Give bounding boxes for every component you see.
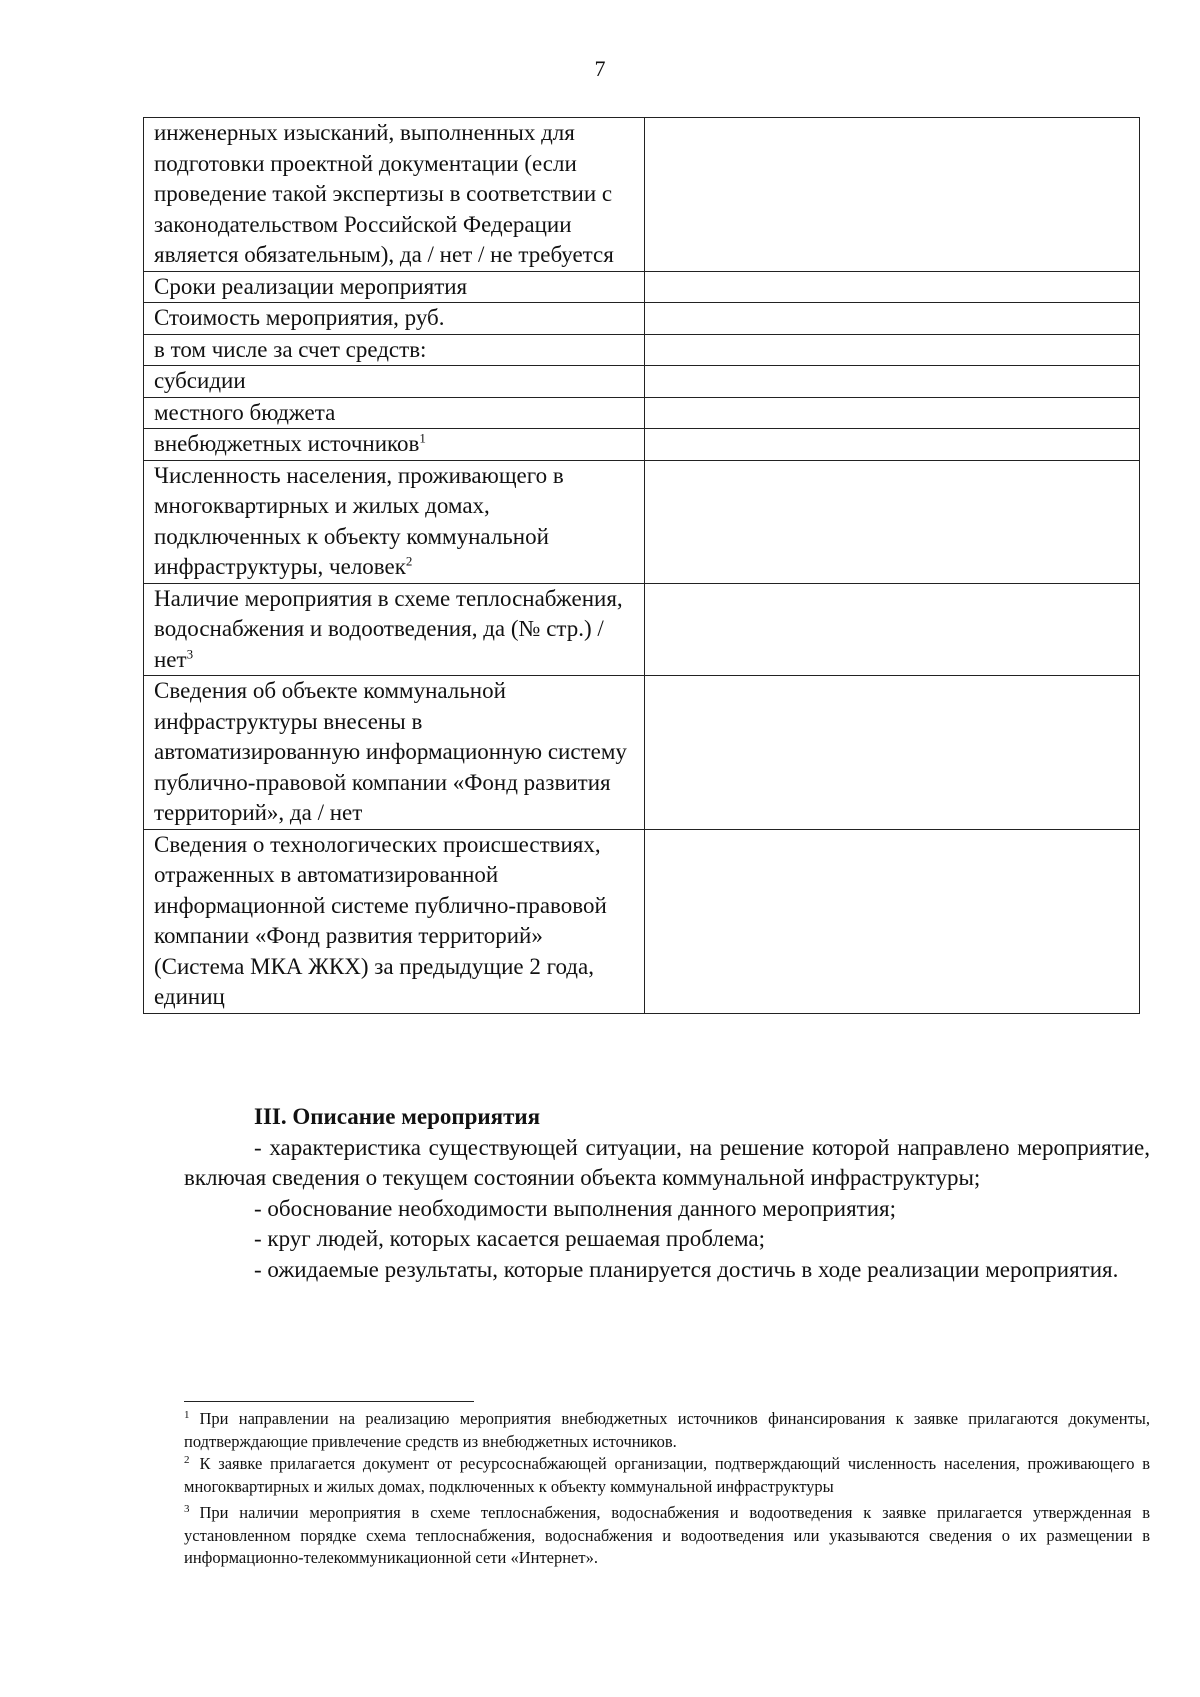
table-row	[144, 829, 1140, 1013]
row-label-cell	[144, 271, 645, 303]
row-label: Сведения о технологических происшествиях, отраженных в автоматизированной информационной системе публично-правовой компании «Фонд развития территорий» (Система МКА ЖКХ) за предыдущие 2 года, единиц	[154, 831, 607, 1009]
row-label: инженерных изысканий, выполненных для подготовки проектной документации (если проведение такой экспертизы в соответствии с законодательством Российской Федерации является обязательным), да / нет / не требуется	[154, 120, 614, 267]
row-label-cell	[144, 118, 645, 272]
section-paragraph: - круг людей, которых касается решаемая проблема;	[254, 1226, 766, 1251]
row-value-cell	[645, 676, 1140, 830]
row-value-cell	[645, 829, 1140, 1013]
row-label: Стоимость мероприятия, руб.	[154, 305, 445, 330]
table-row	[144, 429, 1140, 461]
footnote-reference: 1	[419, 430, 426, 446]
section-paragraph: - обоснование необходимости выполнения данного мероприятия;	[254, 1195, 896, 1221]
row-label-cell	[144, 429, 645, 461]
row-value-cell	[645, 460, 1140, 583]
footnote-reference: 2	[405, 553, 413, 569]
footnote-separator	[184, 1401, 474, 1402]
row-label-cell	[144, 334, 645, 366]
row-label-cell	[144, 676, 645, 830]
footnote-mark: 3	[184, 1502, 190, 1515]
row-label-cell	[144, 366, 645, 398]
application-form-table	[143, 117, 1140, 1014]
table-row	[144, 118, 1140, 272]
page-number: 7	[594, 56, 606, 81]
row-label: местного бюджета	[154, 399, 336, 425]
footnote-text: При наличии мероприятия в схеме теплоснабжения, водоснабжения и водоотведения к заявке прилагается утвержденная в установленном порядке схема теплоснабжения, водоснабжения и водоотведения или указываются сведения о их размещении в информационно-телекоммуникационной сети «Интернет».	[184, 1503, 1150, 1567]
table-row	[144, 460, 1140, 583]
description-section	[184, 1102, 1150, 1285]
row-value-cell	[645, 271, 1140, 303]
row-label: субсидии	[154, 368, 246, 393]
row-label-cell	[144, 397, 645, 429]
row-value-cell	[645, 397, 1140, 429]
row-value-cell	[645, 118, 1140, 272]
section-paragraph: - ожидаемые результаты, которые планируется достичь в ходе реализации мероприятия.	[254, 1256, 1119, 1282]
footnote-reference: 3	[186, 645, 194, 661]
footnotes	[184, 1408, 1150, 1570]
footnote-text: К заявке прилагается документ от ресурсоснабжающей организации, подтверждающий численность населения, проживающего в многоквартирных и жилых домах, подключенных к объекту коммунальной инфраструктуры	[184, 1454, 1150, 1496]
footnote	[184, 1502, 1150, 1570]
footnote	[184, 1408, 1150, 1453]
footnote-mark: 2	[184, 1453, 190, 1466]
footnote	[184, 1453, 1150, 1498]
row-value-cell	[645, 429, 1140, 461]
footnote-text: При направлении на реализацию мероприятия внебюджетных источников финансирования к заявке прилагаются документы, подтверждающие привлечение средств из внебюджетных источников.	[184, 1409, 1150, 1451]
row-label-cell	[144, 829, 645, 1013]
footnote-mark: 1	[184, 1408, 190, 1421]
row-value-cell	[645, 334, 1140, 366]
table-row	[144, 397, 1140, 429]
row-label: внебюджетных источников	[154, 431, 420, 456]
table-row	[144, 366, 1140, 398]
row-value-cell	[645, 583, 1140, 676]
row-label: Численность населения, проживающего в многоквартирных и жилых домах, подключенных к объекту коммунальной инфраструктуры, человек	[154, 462, 564, 579]
row-label: Сведения об объекте коммунальной инфраструктуры внесены в автоматизированную информационную систему публично-правовой компании «Фонд развития территорий», да / нет	[154, 678, 627, 825]
table-row	[144, 303, 1140, 335]
row-label-cell	[144, 460, 645, 583]
table-row	[144, 271, 1140, 303]
table-row	[144, 334, 1140, 366]
row-value-cell	[645, 366, 1140, 398]
row-label: Сроки реализации мероприятия	[154, 273, 468, 299]
row-label: Наличие мероприятия в схеме теплоснабжения, водоснабжения и водоотведения, да (№ стр.) / нет	[154, 585, 623, 672]
row-value-cell	[645, 303, 1140, 335]
table-row	[144, 583, 1140, 676]
row-label-cell	[144, 303, 645, 335]
row-label-cell	[144, 583, 645, 676]
section-paragraph: - характеристика существующей ситуации, на решение которой направлено мероприятие, включая сведения о текущем состоянии объекта коммунальной инфраструктуры;	[184, 1134, 1150, 1190]
row-label: в том числе за счет средств:	[154, 336, 427, 362]
section-heading: III. Описание мероприятия	[254, 1104, 541, 1129]
table-row	[144, 676, 1140, 830]
